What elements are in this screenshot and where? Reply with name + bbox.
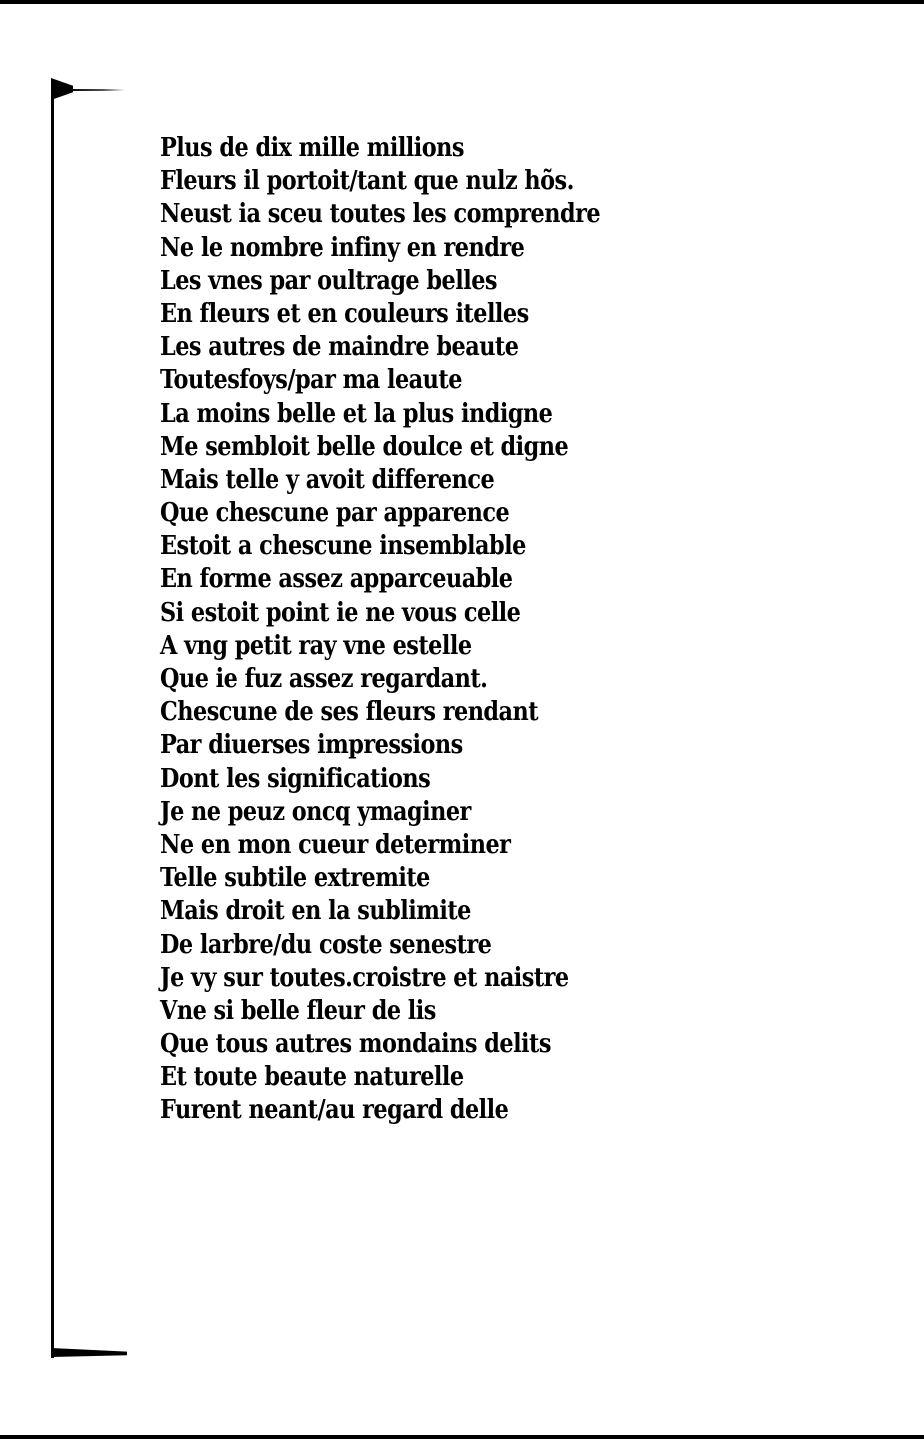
verse-line: En forme assez apparceuable: [160, 564, 513, 595]
page-top-edge: [0, 0, 924, 4]
verse-line: Je vy sur toutes.croistre et naistre: [160, 962, 569, 993]
verse-line: Que chescune par apparence: [160, 498, 510, 529]
verse-line: Furent neant/au regard delle: [160, 1095, 509, 1126]
verse-line: Telle subtile extremite: [160, 863, 430, 894]
verse-line: Estoit a chescune insemblable: [160, 531, 526, 562]
verse-line: Ne le nombre infiny en rendre: [160, 232, 525, 263]
verse-line: Dont les significations: [160, 763, 431, 794]
verse-line: Par diuerses impressions: [160, 730, 463, 761]
verse-line: Mais telle y avoit difference: [160, 464, 495, 495]
verse-line: Chescune de ses fleurs rendant: [160, 697, 539, 728]
verse-line: La moins belle et la plus indigne: [160, 398, 553, 429]
page-bottom-edge: [0, 1435, 924, 1439]
verse-block: [160, 132, 880, 1128]
verse-line: Me sembloit belle doulce et digne: [160, 431, 569, 462]
verse-line: Et toute beaute naturelle: [160, 1062, 464, 1093]
verse-line: Ne en mon cueur determiner: [160, 829, 511, 860]
verse-line: Les autres de maindre beaute: [160, 332, 519, 363]
gutter-rule: [51, 80, 54, 1358]
verse-line: Toutesfoys/par ma leaute: [160, 365, 462, 396]
gutter-rule-top-tail: [70, 89, 125, 91]
verse-line: Neust ia sceu toutes les comprendre: [160, 199, 601, 230]
verse-line: En fleurs et en couleurs itelles: [160, 298, 529, 329]
verse-line: De larbre/du coste senestre: [160, 929, 492, 960]
verse-line: Vne si belle fleur de lis: [160, 995, 436, 1026]
verse-line: Si estoit point ie ne vous celle: [160, 597, 521, 628]
verse-line: Plus de dix mille millions: [160, 133, 464, 163]
verse-line: Je ne peuz oncq ymaginer: [160, 796, 471, 827]
verse-line: Les vnes par oultrage belles: [160, 265, 497, 296]
verse-line: Que ie fuz assez regardant.: [160, 664, 488, 694]
verse-line: Fleurs il portoit/tant que nulz hõs.: [160, 166, 574, 197]
verse-line: Que tous autres mondains delits: [160, 1029, 551, 1060]
verse-line: Mais droit en la sublimite: [160, 896, 471, 927]
gutter-rule-bottom-mark: [51, 1348, 127, 1357]
verse-line: A vng petit ray vne estelle: [160, 630, 472, 661]
